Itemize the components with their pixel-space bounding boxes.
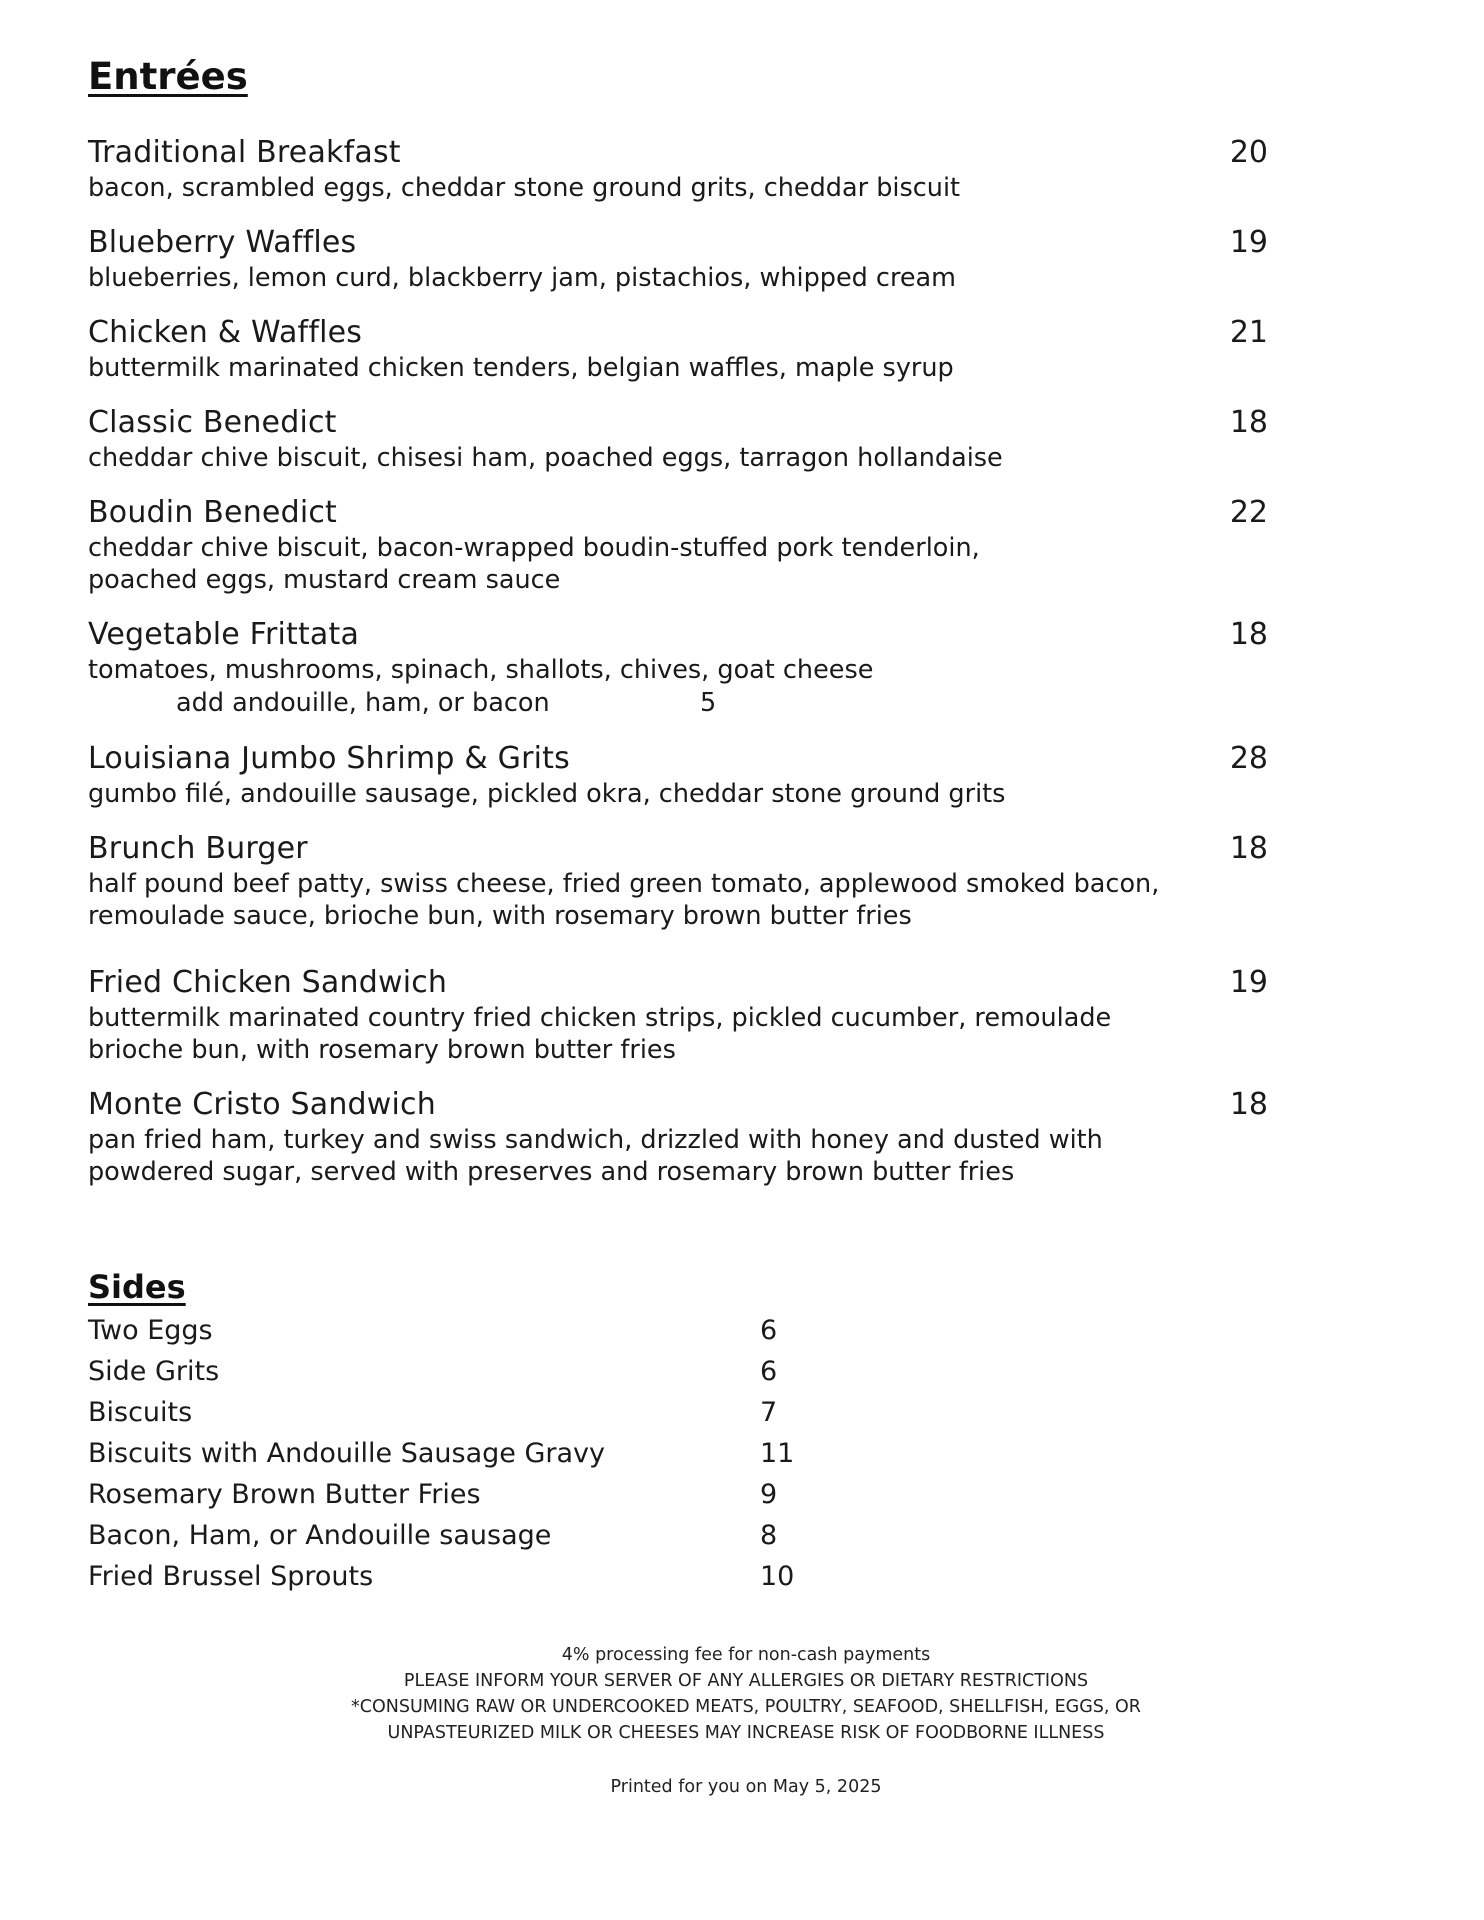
side-item	[88, 1474, 788, 1515]
item-name: Blueberry Waffles	[88, 225, 357, 260]
item-name: Chicken & Waffles	[88, 315, 363, 350]
item-name: Vegetable Frittata	[88, 617, 360, 652]
side-name: Side Grits	[88, 1356, 220, 1387]
item-price: 19	[1229, 225, 1268, 260]
side-name: Fried Brussel Sprouts	[88, 1561, 374, 1592]
item-description: bacon, scrambled eggs, cheddar stone ground grits, cheddar biscuit	[88, 173, 961, 203]
side-name: Two Eggs	[88, 1315, 213, 1346]
menu-item	[88, 830, 1268, 932]
side-item	[88, 1351, 788, 1392]
item-description: pan fried ham, turkey and swiss sandwich, drizzled with honey and dusted with powdered sugar, served with preserves and rosemary brown butter fries	[88, 1125, 1103, 1187]
item-description: blueberries, lemon curd, blackberry jam, pistachios, whipped cream	[88, 263, 957, 293]
side-name: Biscuits	[88, 1397, 193, 1428]
item-description: buttermilk marinated country fried chicken strips, pickled cucumber, remoulade brioche bun, with rosemary brown butter fries	[88, 1003, 1112, 1065]
item-description: tomatoes, mushrooms, spinach, shallots, chives, goat cheese	[88, 655, 874, 685]
item-description: buttermilk marinated chicken tenders, belgian waffles, maple syrup	[88, 353, 954, 383]
menu-item	[88, 494, 1268, 596]
side-price: 8	[760, 1520, 778, 1551]
menu-item	[88, 964, 1268, 1066]
item-name: Monte Cristo Sandwich	[88, 1087, 436, 1122]
item-name: Boudin Benedict	[88, 495, 338, 530]
menu-item	[88, 314, 1268, 384]
side-price: 6	[760, 1315, 778, 1346]
side-item	[88, 1433, 795, 1474]
allergy-notice: PLEASE INFORM YOUR SERVER OF ANY ALLERGIES OR DIETARY RESTRICTIONS	[403, 1671, 1089, 1691]
entrees-list	[88, 134, 1268, 1208]
sides-heading: Sides	[88, 1268, 186, 1306]
printed-date: Printed for you on May 5, 2025	[610, 1777, 882, 1797]
menu-item	[88, 224, 1268, 294]
side-price: 11	[760, 1438, 795, 1469]
item-name: Fried Chicken Sandwich	[88, 965, 448, 1000]
entrees-heading: Entrées	[88, 55, 248, 98]
item-price: 19	[1229, 965, 1268, 1000]
side-name: Biscuits with Andouille Sausage Gravy	[88, 1438, 605, 1469]
side-price: 7	[760, 1397, 778, 1428]
side-item	[88, 1392, 788, 1433]
item-price: 18	[1229, 1087, 1268, 1122]
item-description: gumbo filé, andouille sausage, pickled okra, cheddar stone ground grits	[88, 779, 1006, 809]
side-item	[88, 1310, 788, 1351]
side-price: 6	[760, 1356, 778, 1387]
addon-price: 5	[700, 688, 717, 718]
menu-item	[88, 740, 1268, 810]
item-name: Brunch Burger	[88, 831, 308, 866]
side-item	[88, 1556, 795, 1597]
consumption-warning-line-2: UNPASTEURIZED MILK OR CHEESES MAY INCREASE RISK OF FOODBORNE ILLNESS	[387, 1723, 1105, 1743]
item-price: 18	[1229, 617, 1268, 652]
side-name: Rosemary Brown Butter Fries	[88, 1479, 481, 1510]
side-price: 9	[760, 1479, 778, 1510]
item-price: 21	[1229, 315, 1268, 350]
menu-item	[88, 1086, 1268, 1188]
item-addon	[88, 686, 1268, 720]
item-name: Traditional Breakfast	[88, 135, 401, 170]
side-name: Bacon, Ham, or Andouille sausage	[88, 1520, 552, 1551]
menu-footer	[88, 1642, 1404, 1800]
side-item	[88, 1515, 788, 1556]
sides-list	[88, 1310, 795, 1597]
menu-item	[88, 134, 1268, 204]
item-price: 18	[1229, 405, 1268, 440]
menu-item	[88, 404, 1268, 474]
consumption-warning-line-1: *CONSUMING RAW OR UNDERCOOKED MEATS, POULTRY, SEAFOOD, SHELLFISH, EGGS, OR	[351, 1697, 1141, 1717]
addon-label: add andouille, ham, or bacon	[176, 688, 550, 718]
item-price: 22	[1229, 495, 1268, 530]
side-price: 10	[760, 1561, 795, 1592]
item-description: half pound beef patty, swiss cheese, fried green tomato, applewood smoked bacon, remoulade sauce, brioche bun, with rosemary brown butter fries	[88, 869, 1160, 931]
item-price: 18	[1229, 831, 1268, 866]
item-name: Classic Benedict	[88, 405, 337, 440]
item-price: 28	[1229, 741, 1268, 776]
item-name: Louisiana Jumbo Shrimp & Grits	[88, 741, 570, 776]
processing-fee-note: 4% processing fee for non-cash payments	[561, 1645, 931, 1665]
item-description: cheddar chive biscuit, bacon-wrapped boudin-stuffed pork tenderloin, poached eggs, mustard cream sauce	[88, 533, 980, 595]
menu-item	[88, 616, 1268, 720]
item-price: 20	[1229, 135, 1268, 170]
menu-page	[88, 0, 1268, 1920]
item-description: cheddar chive biscuit, chisesi ham, poached eggs, tarragon hollandaise	[88, 443, 1003, 473]
